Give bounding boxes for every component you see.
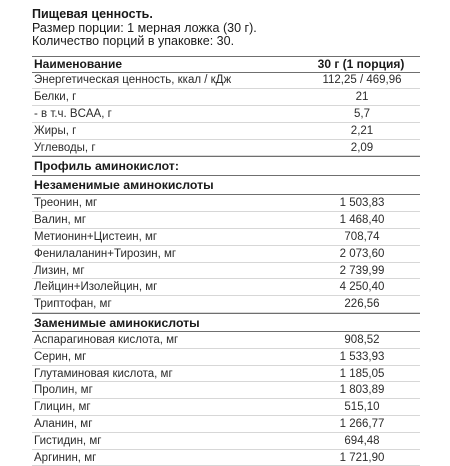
row-value: 1 803,89 (302, 384, 420, 396)
row-label: Триптофан, мг (32, 298, 302, 310)
table-row (32, 123, 420, 140)
row-value: 694,48 (302, 435, 420, 447)
row-value: 2 739,99 (302, 265, 420, 277)
row-label: Аланин, мг (32, 418, 302, 430)
row-value: 21 (302, 91, 420, 103)
row-label: Глицин, мг (32, 401, 302, 413)
row-label: Метионин+Цистеин, мг (32, 231, 302, 243)
row-label: Энергетическая ценность, ккал / кДж (32, 74, 302, 86)
table-row (32, 246, 420, 263)
intro-title: Пищевая ценность. (32, 8, 420, 22)
header-name: Наименование (32, 57, 302, 71)
intro-block (32, 8, 420, 49)
table-row (32, 332, 420, 349)
row-label: Гистидин, мг (32, 435, 302, 447)
row-value: 1 533,93 (302, 351, 420, 363)
essential-heading (32, 176, 420, 195)
essential-rows (32, 195, 420, 313)
profile-label: Профиль аминокислот: (32, 159, 420, 173)
essential-title: Незаменимые аминокислоты (32, 178, 420, 192)
table-header (32, 56, 420, 73)
row-label: Аспарагиновая кислота, мг (32, 334, 302, 346)
row-label: Треонин, мг (32, 197, 302, 209)
table-row (32, 106, 420, 123)
row-label: Фенилаланин+Тирозин, мг (32, 248, 302, 260)
row-value: 515,10 (302, 401, 420, 413)
nonessential-rows (32, 332, 420, 466)
nonessential-heading (32, 313, 420, 332)
row-label: Жиры, г (32, 125, 302, 137)
table-row (32, 195, 420, 212)
row-value: 4 250,40 (302, 281, 420, 293)
nutrition-facts (32, 8, 420, 466)
profile-heading (32, 156, 420, 176)
table-row (32, 296, 420, 313)
table-row (32, 229, 420, 246)
row-label: - в т.ч. BCAA, г (32, 108, 302, 120)
row-label: Пролин, мг (32, 384, 302, 396)
row-value: 1 266,77 (302, 418, 420, 430)
table-row (32, 349, 420, 366)
row-label: Лейцин+Изолейцин, мг (32, 281, 302, 293)
table-row (32, 263, 420, 280)
table-row (32, 279, 420, 296)
table-row (32, 73, 420, 90)
servings-count: Количество порций в упаковке: 30. (32, 35, 420, 49)
row-value: 2 073,60 (302, 248, 420, 260)
row-value: 2,09 (302, 142, 420, 154)
row-value: 708,74 (302, 231, 420, 243)
row-value: 908,52 (302, 334, 420, 346)
row-label: Серин, мг (32, 351, 302, 363)
table-row (32, 433, 420, 450)
row-label: Глутаминовая кислота, мг (32, 368, 302, 380)
row-value: 2,21 (302, 125, 420, 137)
nonessential-title: Заменимые аминокислоты (32, 316, 420, 330)
table-row (32, 450, 420, 466)
serving-size: Размер порции: 1 мерная ложка (30 г). (32, 22, 420, 36)
row-label: Аргинин, мг (32, 452, 302, 464)
row-value: 1 721,90 (302, 452, 420, 464)
table-row (32, 399, 420, 416)
table-row (32, 382, 420, 399)
nutrition-rows (32, 73, 420, 157)
table-row (32, 140, 420, 157)
row-value: 1 503,83 (302, 197, 420, 209)
row-label: Валин, мг (32, 214, 302, 226)
row-value: 5,7 (302, 108, 420, 120)
table-row (32, 89, 420, 106)
row-value: 112,25 / 469,96 (302, 74, 420, 86)
header-value: 30 г (1 порция) (302, 57, 420, 71)
table-row (32, 366, 420, 383)
table-row (32, 416, 420, 433)
nutrition-table (32, 56, 420, 466)
row-value: 226,56 (302, 298, 420, 310)
row-label: Углеводы, г (32, 142, 302, 154)
row-value: 1 185,05 (302, 368, 420, 380)
row-label: Лизин, мг (32, 265, 302, 277)
row-label: Белки, г (32, 91, 302, 103)
row-value: 1 468,40 (302, 214, 420, 226)
table-row (32, 212, 420, 229)
